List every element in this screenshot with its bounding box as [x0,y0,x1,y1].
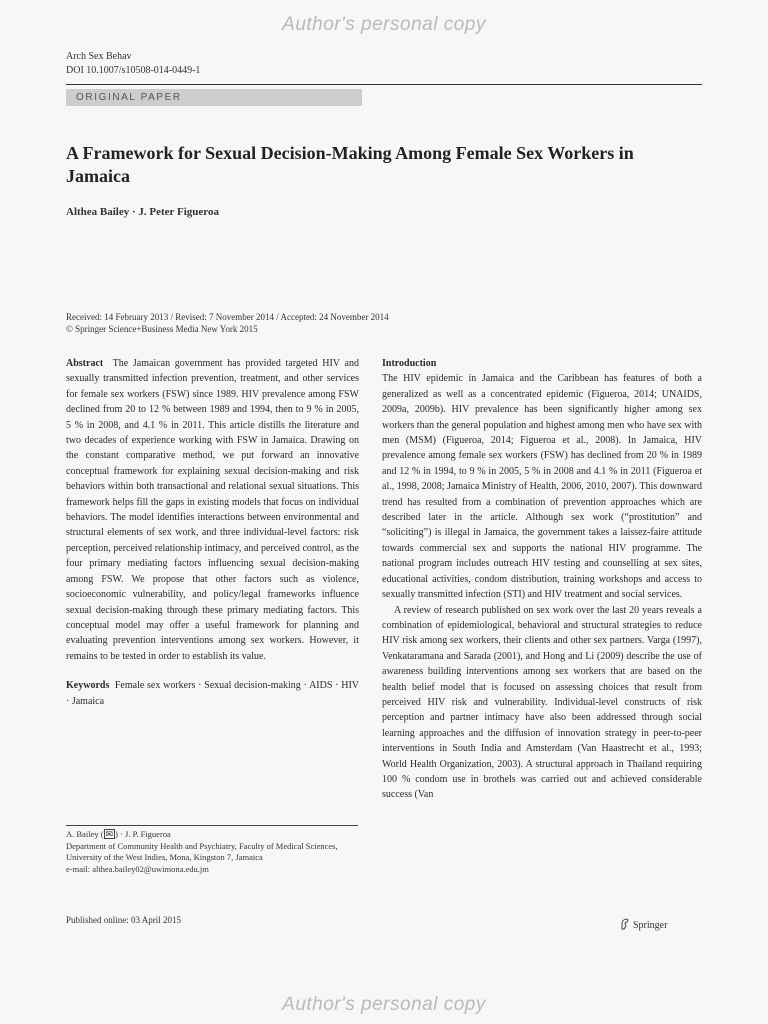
abstract-text: The Jamaican government has provided targeted HIV and sexually transmitted infection prevention, treatment, and other services for female sex workers (FSW) since 1989. HIV prevalence among FSW declined from 20 to 12 % between 1989 and 1994, then to 9 % in 2005, 5 % in 2008, and 4.1 % in 2011. This article distills the literature and two decades of experience working with FSW in Jamaica. Drawing on the constant comparative method, we put forward an innovative conceptual framework for explaining sexual decision-making and risk behaviors within both transactional and relational sexual situations. This framework helps fill the gaps in existing models that focus on individual behaviors. The model identifies interactions between environmental and structural elements of sex work, and three individual-level factors: risk perception, perceived relationship intimacy, and perceived control, as the four primary mediating factors influencing sexual decision-making among FSW. We propose that other factors such as violence, socioeconomic vulnerability, and policy/legal frameworks influence sexual decision-making through these primary mediating factors. This conceptual model may offer a useful framework for planning and evaluating prevention interventions among sex workers. However, it remains to be tested in order to establish its value. [66,358,359,662]
publisher-name: Springer [633,920,668,931]
author-list: Althea Bailey · J. Peter Figueroa [66,206,219,218]
intro-paragraph-2: A review of research published on sex work over the last 20 years reveals a combination of epidemiological, behavioral and structural strategies to reduce HIV risk among sex workers, their clients and other sex partners. Varga (1997), Venkataramana and Sarada (2001), and Hong and Li (2009) describe the use of awareness building interventions among sex workers that are based on the health belief model that is focused on assessing choices that result from perceived HIV risk and vulnerability. Individual-level constructs of risk perception and partner intimacy have also been addressed through social learning approaches and the diffusion of innovation strategy in peer-to-peer interventions in South India and Amsterdam (Van Haastrecht et al., 1993; World Health Organization, 2003). A structural approach in Thailand requiring 100 % condom use in brothels was carried out and achieved considerable success (Van [382,604,702,801]
affiliation-authors [66,829,358,841]
affiliation-dept: Department of Community Health and Psychiatry, Faculty of Medical Sciences, University of the West Indies, Mona, Kingston 7, Jamaica [66,840,338,862]
publisher-mark [620,918,667,931]
footnote-rule [66,825,358,826]
watermark-bottom: Author's personal copy [282,994,486,1015]
affiliation-email[interactable]: e-mail: althea.bailey02@uwimona.edu.jm [66,863,209,874]
article-dates [66,311,389,335]
doi: DOI 10.1007/s10508-014-0449-1 [66,65,201,76]
copyright: © Springer Science+Business Media New York 2015 [66,324,258,334]
affiliation-author-b: ) · J. P. Figueroa [115,829,171,839]
introduction-heading: Introduction [382,358,437,369]
keywords-label: Keywords [66,680,110,692]
affiliation-footnote [66,829,358,875]
abstract [66,356,359,664]
left-column [66,356,359,709]
right-column [382,356,702,803]
keywords-text: Female sex workers · Sexual decision-making · AIDS · HIV · Jamaica [66,680,360,707]
header-rule [66,84,702,85]
affiliation-author-a: A. Bailey ( [66,829,104,839]
keywords [66,678,359,709]
history-dates: Received: 14 February 2013 / Revised: 7 November 2014 / Accepted: 24 November 2014 [66,312,389,322]
abstract-label: Abstract [66,358,104,369]
mail-icon: ✉ [105,829,114,839]
intro-paragraph-1: The HIV epidemic in Jamaica and the Caribbean has features of both a generalized as well as a concentrated epidemic (Figueroa, 2014; UNAIDS, 2009a, 2009b). HIV prevalence has been significantly higher among sex workers than the general population and highest among men who have sex with men (MSM) (Figueroa, 2014; Figueroa et al., 2008). In Jamaica, HIV prevalence among female sex workers (FSW) has declined from 20 % in 1989 and 12 % in 1994, to 9 % in 2005, 5 % in 2008 and 4.1 % in 2011 (Figueroa et al., 1998, 2008; Jamaica Ministry of Health, 2006, 2010, 2007). This downward trend has resulted from a combination of prevention approaches which are described later in the article. Although sex work (“prostitution” and “soliciting”) is illegal in Jamaica, the government takes a laissez-faire attitude towards commercial sex and supports the national HIV programme. The national program includes outreach HIV testing and counselling at sex sites, educational activities, condom distribution, training workshops and access to sexually transmitted infection (STI) and HIV treatment and social services. [382,373,702,601]
watermark-top: Author's personal copy [282,14,486,35]
section-label: ORIGINAL PAPER [66,89,362,106]
published-online: Published online: 03 April 2015 [66,915,182,925]
springer-horse-icon [620,918,630,930]
journal-name: Arch Sex Behav [66,51,132,62]
journal-header [66,50,200,78]
article-title: A Framework for Sexual Decision-Making Among Female Sex Workers in Jamaica [66,143,634,186]
